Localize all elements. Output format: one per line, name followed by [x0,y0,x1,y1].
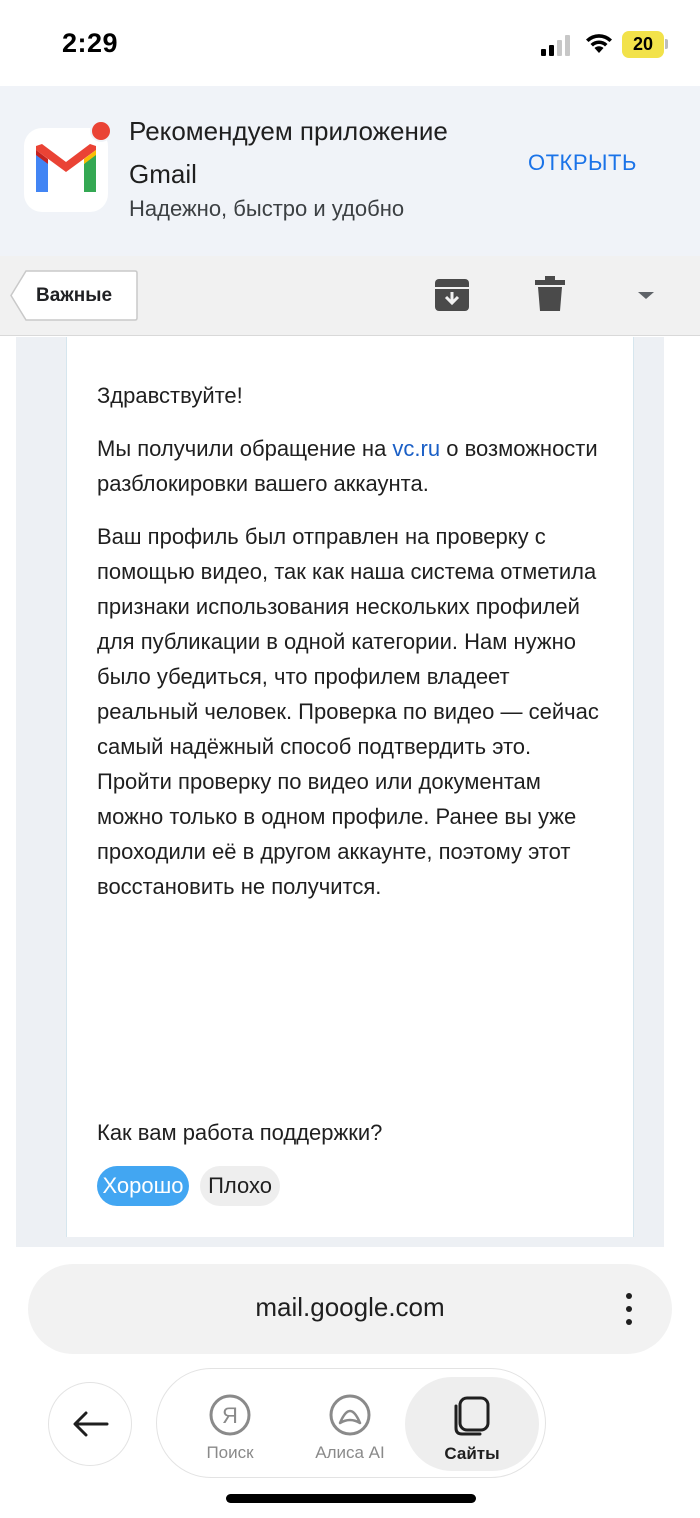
mail-toolbar [0,256,700,336]
trash-icon[interactable] [535,276,565,312]
vc-ru-link[interactable]: vc.ru [392,436,441,461]
feedback-bad-button[interactable]: Плохо [200,1166,280,1206]
email-body [97,378,607,922]
app-install-banner [0,86,700,256]
nav-alice[interactable] [285,1369,415,1479]
nav-alice-label: Алиса AI [315,1443,385,1462]
open-app-button[interactable]: ОТКРЫТЬ [528,150,637,175]
banner-subtitle: Надежно, быстро и удобно [129,196,405,221]
back-button-label: Важные [36,285,113,306]
address-bar[interactable] [28,1264,672,1354]
feedback-question: Как вам работа поддержки? [97,1120,383,1145]
more-vertical-icon[interactable] [622,1292,636,1326]
home-indicator [226,1494,476,1503]
browser-back-button[interactable] [48,1382,132,1466]
email-paragraph-1 [97,431,607,501]
status-bar [0,0,700,86]
email-p1-after: о возможности разблокировки вашего аккаунта. [97,436,598,496]
back-to-important-button[interactable] [10,270,138,321]
wifi-icon [583,31,615,55]
archive-icon[interactable] [434,278,470,312]
email-greeting: Здравствуйте! [97,383,243,408]
battery-tip [665,39,668,49]
battery-indicator [622,31,664,58]
feedback-good-button[interactable]: Хорошо [97,1166,189,1206]
yandex-search-icon [208,1393,252,1437]
cellular-signal-icon [541,34,573,56]
notification-dot [90,120,112,142]
nav-search-label: Поиск [206,1443,254,1462]
battery-level: 20 [632,34,654,54]
tabs-icon [450,1394,494,1438]
email-paragraph-2: Ваш профиль был отправлен на проверку с помощью видео, так как наша система отметила признаки использования нескольких профилей для публикации в одной категории. Нам нужно было убедиться, что профилем владеет реальный человек. Проверка по видео — сейчас самый надёжный способ подтвердить это. Пройти проверку по видео или документам можно только в одном профиле. Ранее вы уже проходили её в другом аккаунте, поэтому этот восстановить не получится. [97,524,599,899]
chevron-down-icon[interactable] [636,290,656,302]
svg-text:Я: Я [222,1403,238,1428]
status-time: 2:29 [62,28,119,58]
nav-sites[interactable] [405,1377,539,1471]
email-p1-before: Мы получили обращение на [97,436,393,461]
url-text: mail.google.com [255,1292,445,1322]
nav-search[interactable] [165,1369,295,1479]
nav-sites-label: Сайты [444,1444,500,1463]
arrow-left-icon [73,1411,109,1437]
banner-title: Рекомендуем приложение Gmail [129,116,448,189]
browser-nav-group [156,1368,546,1478]
alice-icon [328,1393,372,1437]
